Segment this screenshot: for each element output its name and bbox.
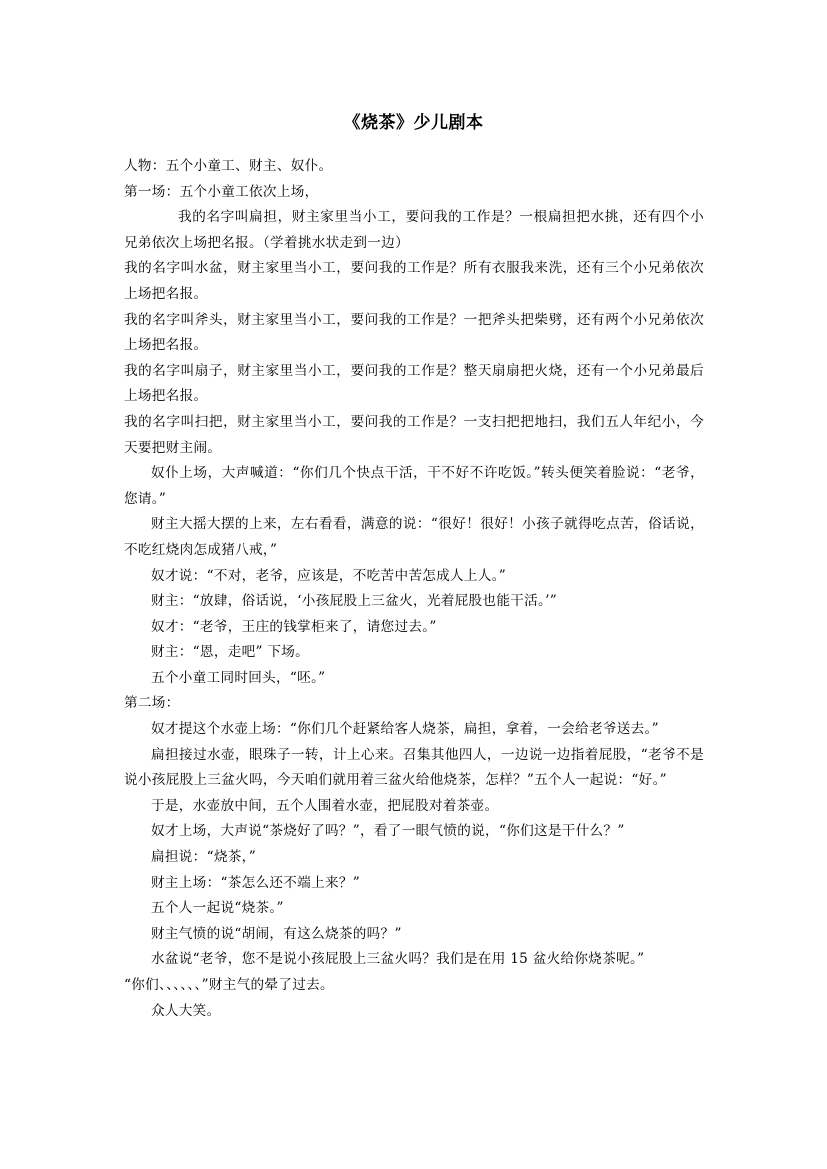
paragraph-landlord-scolds: 财主：“放肆，俗话说，‘小孩屁股上三盆火，光着屁股也能干活。’”	[151, 593, 557, 610]
paragraph-landlord-angry: 财主气愤的说“胡闹，有这么烧茶的吗？”	[151, 925, 402, 942]
paragraph-biandan-reply: 扁担说：“烧茶，”	[151, 849, 256, 866]
paragraph-servant-enters: 奴仆上场，大声喊道：“你们几个快点干活，干不好不许吃饭。”转头便笑着脸说：“老爷，您请。”	[124, 465, 704, 507]
paragraph-landlord-exits: 财主：“恩，走吧” 下场。	[151, 644, 310, 661]
scene-one-heading: 第一场：五个小童工依次上场，	[124, 183, 319, 200]
scene-two-heading: 第二场：	[124, 695, 180, 712]
cast-line: 人物：五个小童工、财主、奴仆。	[124, 158, 333, 174]
paragraph-shuipen-reply: 水盆说“老爷，您不是说小孩屁股上三盆火吗？我们是在用 15 盆火给你烧茶呢。”	[151, 951, 645, 968]
paragraph-servant-asks: 奴才上场，大声说“茶烧好了吗？”，看了一眼气愤的说，“你们这是干什么？”	[151, 823, 625, 840]
paragraph-futou-intro: 我的名字叫斧头，财主家里当小工，要问我的工作是？一把斧头把柴劈，还有两个小兄弟依次上场把名报。	[124, 311, 704, 354]
paragraph-children-react: 五个小童工同时回头，“呸。”	[151, 669, 326, 686]
paragraph-servant-announces: 奴才：“老爷，王庄的钱掌柜来了，请您过去。”	[151, 618, 437, 635]
paragraph-five-reply: 五个人一起说“烧茶。”	[151, 900, 284, 917]
document-title: 《烧茶》少儿剧本	[343, 113, 484, 133]
paragraph-landlord-enters: 财主大摇大摆的上来，左右看看，满意的说：“很好！很好！小孩子就得吃点苦，俗话说，不吃红烧肉怎成猪八戒，”	[124, 516, 704, 558]
paragraph-saoba-intro: 我的名字叫扫把，财主家里当小工，要问我的工作是？一支扫把把地扫，我们五人年纪小，今天要把财主闹。	[124, 413, 704, 456]
paragraph-shuipen-intro: 我的名字叫水盆，财主家里当小工，要问我的工作是？所有衣服我来洗，还有三个小兄弟依次上场把名报。	[124, 260, 704, 302]
paragraph-landlord-faints: “你们、、、、、、”财主气的晕了过去。	[124, 977, 334, 993]
paragraph-landlord-asks: 财主上场：“茶怎么还不端上来？”	[151, 874, 361, 891]
paragraph-biandan-intro: 我的名字叫扁担，财主家里当小工，要问我的工作是？一根扁担把水挑，还有四个小兄弟依次上场把名报。（学着挑水状走到一边）	[124, 209, 704, 251]
paragraph-biandan-plan: 扁担接过水壶，眼珠子一转，计上心来。召集其他四人，一边说一边指着屁股，“老爷不是说小孩屁股上三盆火吗，今天咱们就用着三盆火给他烧茶，怎样？”五个人一起说：“好。”	[124, 746, 704, 789]
script-body	[124, 154, 704, 1024]
paragraph-circle-kettle: 于是，水壶放中间，五个人围着水壶，把屁股对着茶壶。	[151, 797, 499, 814]
paragraph-servant-corrects: 奴才说：“不对，老爷，应该是，不吃苦中苦怎成人上人。”	[151, 567, 507, 584]
paragraph-shanzi-intro: 我的名字叫扇子，财主家里当小工，要问我的工作是？整天扇扇把火烧，还有一个小兄弟最后上场把名报。	[124, 362, 704, 405]
paragraph-servant-kettle: 奴才提这个水壶上场：“你们几个赶紧给客人烧茶，扁担，拿着，一会给老爷送去。”	[151, 721, 659, 738]
paragraph-ending: 众人大笑。	[151, 1002, 221, 1019]
